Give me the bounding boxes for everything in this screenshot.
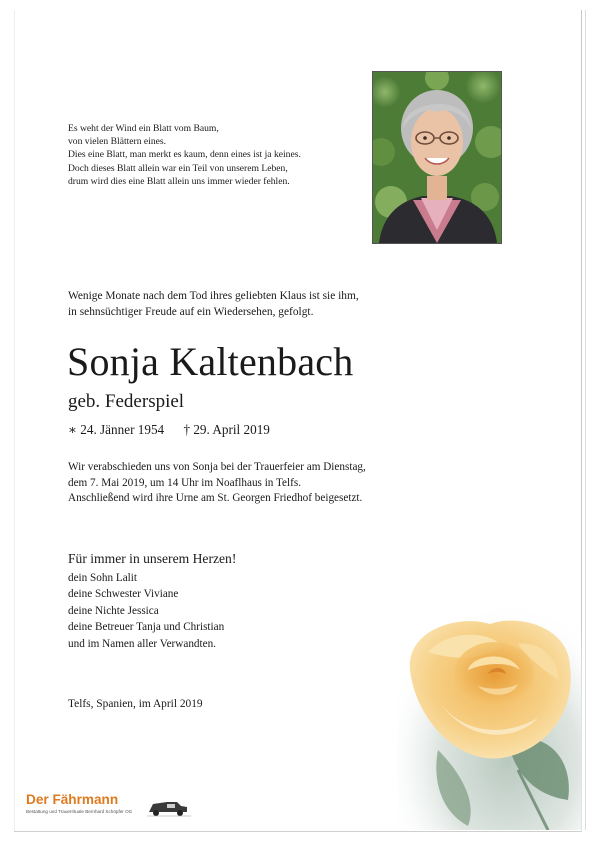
service-line: Wir verabschieden uns von Sonja bei der Trauerfeier am Dienstag, bbox=[68, 461, 366, 473]
mourner-line: deine Nichte Jessica bbox=[68, 604, 159, 617]
poem-line: von vielen Blättern eines. bbox=[68, 136, 167, 148]
portrait-photo bbox=[372, 71, 502, 244]
death-date: † 29. April 2019 bbox=[183, 422, 270, 437]
page-right-edge-outer bbox=[585, 10, 586, 830]
mourner-line: dein Sohn Lalit bbox=[68, 572, 137, 584]
intro-line: Wenige Monate nach dem Tod ihres geliebten Klaus ist sie ihm, bbox=[68, 290, 359, 302]
place-and-date: Telfs, Spanien, im April 2019 bbox=[68, 698, 203, 710]
funeral-home-subtitle: Bestattung und Trauerrituale Bernhard Schöpfer OG bbox=[26, 809, 133, 814]
birth-date: ∗ 24. Jänner 1954 bbox=[68, 422, 165, 437]
mourner-line: und im Namen aller Verwandten. bbox=[68, 637, 216, 650]
funeral-service-text bbox=[68, 460, 366, 507]
mourner-line: deine Betreuer Tanja und Christian bbox=[68, 621, 225, 634]
funeral-home-footer bbox=[26, 792, 566, 826]
poem-line: Dies eine Blatt, man merkt es kaum, denn eines ist ja keines. bbox=[68, 149, 301, 161]
page-bottom-edge bbox=[14, 831, 582, 832]
poem-line: Es weht der Wind ein Blatt vom Baum, bbox=[68, 123, 219, 134]
deceased-name: Sonja Kaltenbach bbox=[67, 339, 354, 384]
service-line: dem 7. Mai 2019, um 14 Uhr im Noaflhaus in Telfs. bbox=[68, 476, 301, 489]
poem-line: Doch dieses Blatt allein war ein Teil von unserem Leben, bbox=[68, 162, 288, 174]
mourner-line: deine Schwester Viviane bbox=[68, 588, 179, 601]
mourners-heading: Für immer in unserem Herzen! bbox=[68, 551, 237, 566]
funeral-home-logo: Der Fährmann bbox=[26, 792, 119, 807]
mourners-list bbox=[68, 570, 224, 652]
poem-line: drum wird dies eine Blatt allein uns immer wieder fehlen. bbox=[68, 175, 290, 187]
poem bbox=[68, 122, 301, 188]
hearse-icon bbox=[147, 796, 201, 818]
intro-text bbox=[68, 289, 359, 320]
page-left-edge bbox=[14, 10, 15, 832]
maiden-name: geb. Federspiel bbox=[68, 391, 185, 412]
life-dates bbox=[68, 421, 270, 439]
intro-line: in sehnsüchtiger Freude auf ein Wiedersehen, gefolgt. bbox=[68, 305, 314, 318]
service-line: Anschließend wird ihre Urne am St. Georgen Friedhof beigesetzt. bbox=[68, 492, 363, 505]
